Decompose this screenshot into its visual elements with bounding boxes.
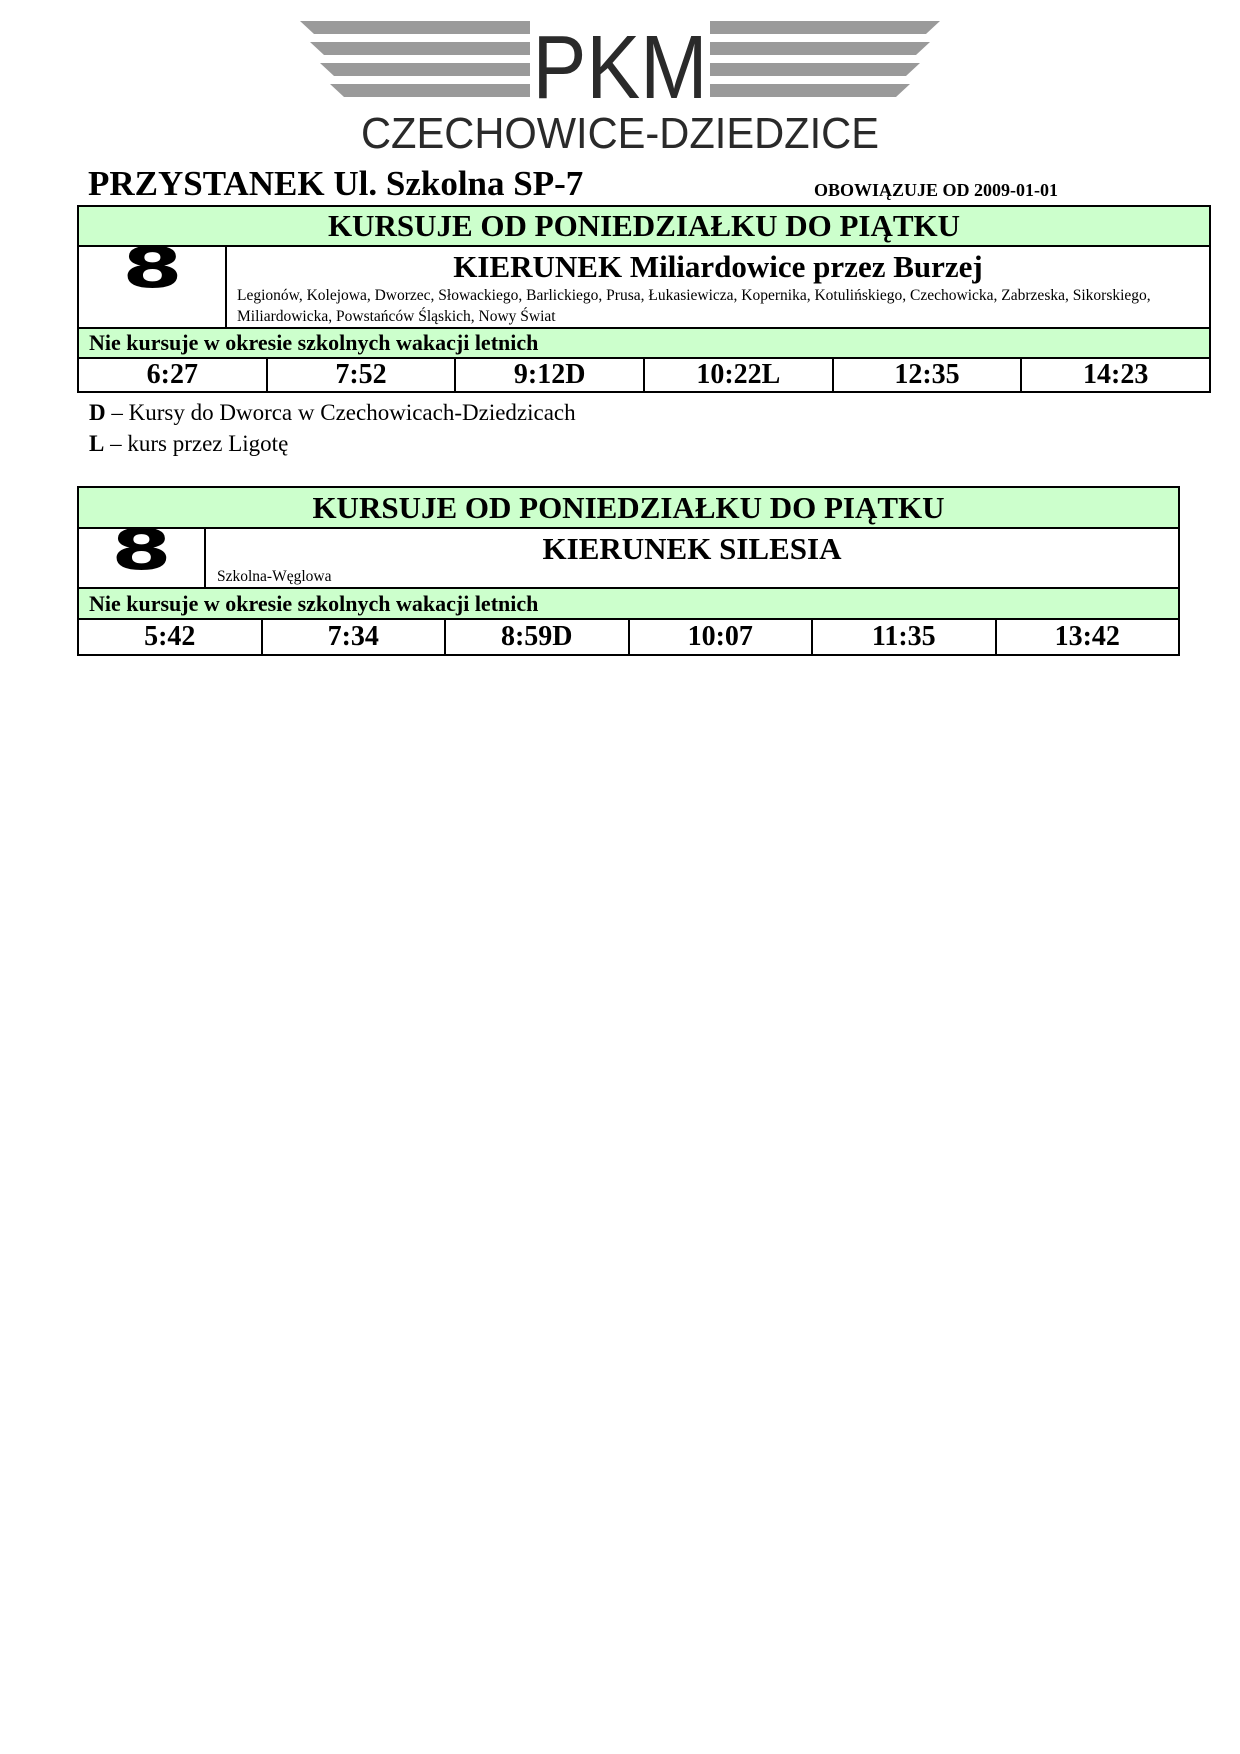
legend-key: D: [89, 400, 106, 425]
line-number: 8: [121, 236, 183, 301]
legend-text: – Kursy do Dworca w Czechowicach-Dziedzicach: [105, 400, 576, 425]
pkm-logo: [300, 18, 940, 158]
line-cell: [79, 236, 227, 327]
departure-times: [79, 359, 1209, 391]
days-band: KURSUJE OD PONIEDZIAŁKU DO PIĄTKU: [79, 488, 1178, 529]
service-note: Nie kursuje w okresie szkolnych wakacji letnich: [79, 329, 1209, 359]
days-band: KURSUJE OD PONIEDZIAŁKU DO PIĄTKU: [79, 207, 1209, 247]
departure-time: 6:27: [79, 359, 268, 391]
departure-time: 12:35: [834, 359, 1023, 391]
line-number: 8: [111, 518, 172, 583]
stop-header: [88, 160, 1098, 208]
legend-key: L: [89, 431, 105, 456]
route-row: [79, 236, 1209, 329]
legend-text: – kurs przez Ligotę: [104, 431, 289, 456]
legend-item: [89, 428, 576, 459]
direction-cell: [227, 247, 1209, 327]
valid-from: OBOWIĄZUJE OD 2009-01-01: [814, 180, 1059, 200]
legend-item: [89, 397, 576, 428]
timetable-1: [77, 205, 1211, 393]
logo-brand: PKM: [532, 18, 708, 118]
timetable-2: [77, 486, 1180, 656]
via-streets: Legionów, Kolejowa, Dworzec, Słowackiego, Barlickiego, Prusa, Łukasiewicza, Kopernika, Kotulińskiego, Czechowicka, Zabrzeska, Sikorskiego, Miliardowicka, Powstańców Śląskich, Nowy Świat: [237, 287, 1151, 325]
direction-cell: [206, 529, 1178, 587]
logo-city: CZECHOWICE-DZIEDZICE: [361, 109, 879, 158]
via-streets: Szkolna-Węglowa: [217, 568, 332, 585]
stop-name: PRZYSTANEK Ul. Szkolna SP-7: [88, 164, 584, 203]
departure-time: 5:42: [79, 620, 263, 654]
departure-time: 8:59D: [446, 620, 630, 654]
departure-time: 7:34: [263, 620, 447, 654]
departure-time: 10:07: [630, 620, 814, 654]
direction: KIERUNEK SILESIA: [542, 531, 842, 566]
departure-time: 13:42: [1054, 621, 1120, 652]
departure-time: 10:22L: [645, 359, 834, 391]
line-cell: [79, 518, 206, 587]
direction: KIERUNEK Miliardowice przez Burzej: [453, 249, 983, 284]
service-note: Nie kursuje w okresie szkolnych wakacji letnich: [79, 589, 1178, 620]
departure-times: [79, 620, 1178, 654]
departure-time: 14:23: [1083, 359, 1149, 390]
departure-time: 11:35: [813, 620, 997, 654]
legend: [89, 397, 576, 459]
departure-time: 7:52: [268, 359, 457, 391]
route-row: [79, 518, 1178, 589]
departure-time: 9:12D: [456, 359, 645, 391]
